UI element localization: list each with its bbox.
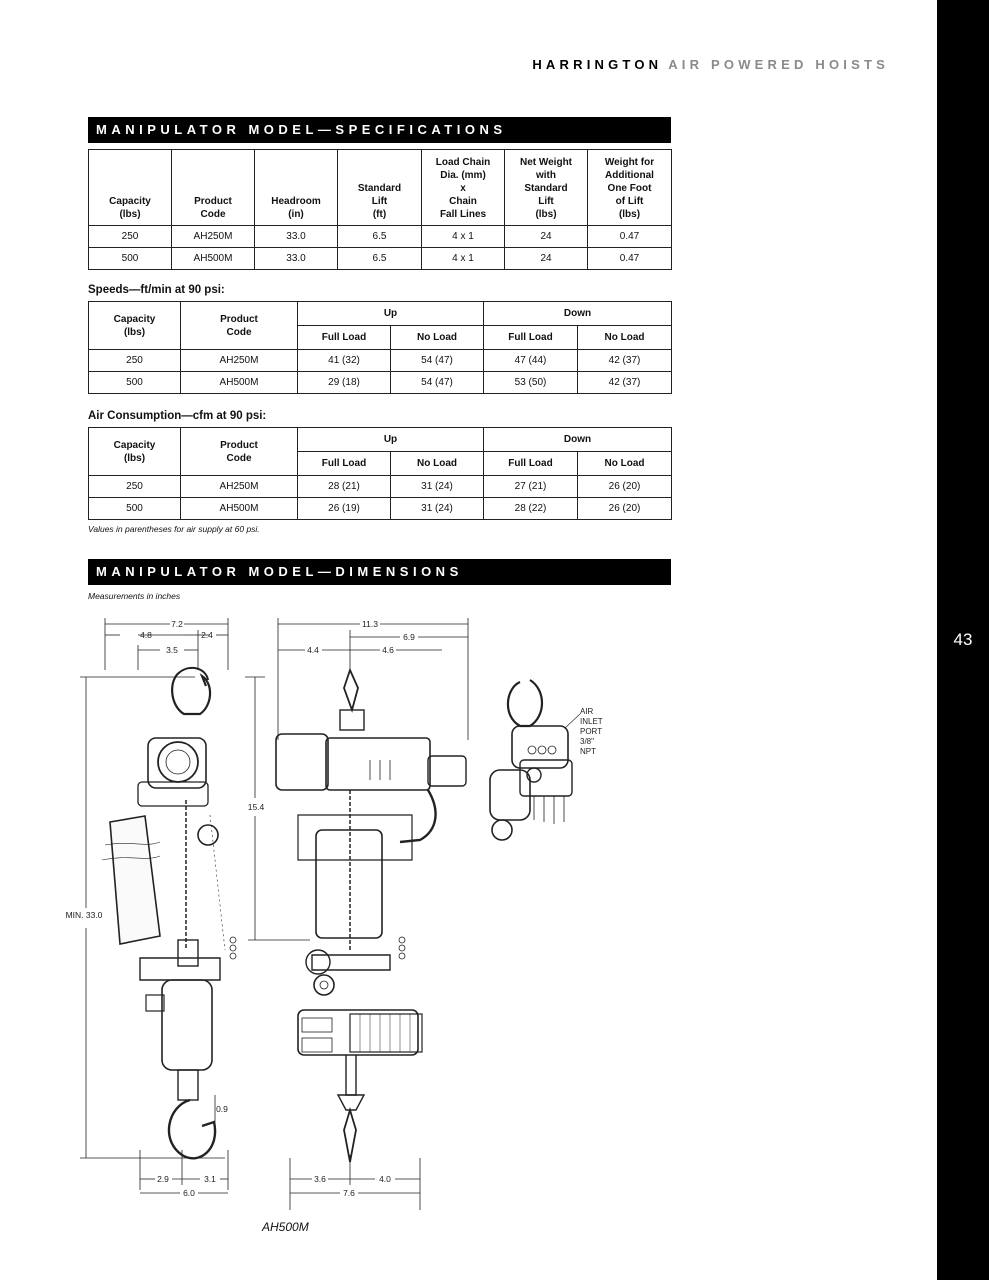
table-cell: 28 (22) [484,498,578,520]
table-cell: 54 (47) [391,372,484,394]
table-cell: AH500M [181,498,298,520]
measurements-note: Measurements in inches [88,591,181,601]
air-up-header: Up [298,428,484,452]
air-inlet-line-4: 3/8" [580,737,594,746]
table-cell: 26 (20) [578,498,672,520]
air-inlet-line-1: AIR [580,707,594,716]
load-subheader: No Load [578,326,672,350]
spec-col-header: Standard Lift (ft) [338,150,422,226]
table-cell: 500 [89,498,181,520]
spec-col-header: Capacity (lbs) [89,150,172,226]
table-cell: 500 [89,372,181,394]
table-cell: AH250M [181,476,298,498]
load-subheader: Full Load [484,452,578,476]
air-inlet-line-2: INLET [580,717,603,726]
dim-4-0: 4.0 [379,1174,391,1184]
dim-3-6: 3.6 [314,1174,326,1184]
table-cell: 4 x 1 [422,248,505,270]
table-cell: 6.5 [338,248,422,270]
dim-15-4: 15.4 [247,802,265,812]
specifications-heading: MANIPULATOR MODEL—SPECIFICATIONS [88,117,671,143]
table-cell: 0.47 [588,248,672,270]
hoist-dimension-drawing [50,610,650,1210]
air-code-header: Product Code [181,428,298,476]
air-capacity-header: Capacity (lbs) [89,428,181,476]
table-cell: 53 (50) [484,372,578,394]
spec-col-header: Load Chain Dia. (mm) x Chain Fall Lines [422,150,505,226]
brand-name: HARRINGTON [532,57,663,72]
table-cell: 33.0 [255,248,338,270]
load-subheader: Full Load [298,452,391,476]
table-cell: 54 (47) [391,350,484,372]
dim-3-5: 3.5 [166,645,178,655]
table-cell: AH500M [181,372,298,394]
dim-min-33: MIN. 33.0 [65,910,103,920]
table-cell: 29 (18) [298,372,391,394]
dim-4-8: 4.8 [140,630,152,640]
table-cell: 26 (20) [578,476,672,498]
air-consumption-title: Air Consumption—cfm at 90 psi: [88,410,267,422]
table-cell: 250 [89,226,172,248]
table-cell: 31 (24) [391,476,484,498]
dim-6-0: 6.0 [183,1188,195,1198]
drawing-caption: AH500M [262,1220,309,1234]
table-cell: AH250M [172,226,255,248]
speeds-table [88,301,672,394]
load-subheader: No Load [391,326,484,350]
specifications-header-row [89,150,672,226]
speeds-capacity-header: Capacity (lbs) [89,302,181,350]
dim-6-9: 6.9 [403,632,415,642]
air-inlet-line-5: NPT [580,747,596,756]
spec-col-header: Weight for Additional One Foot of Lift (lbs) [588,150,672,226]
brand-product-line: AIR POWERED HOISTS [668,57,889,72]
table-row [89,498,672,520]
air-inlet-line-3: PORT [580,727,603,736]
speeds-down-header: Down [484,302,672,326]
speeds-body [89,350,672,394]
table-cell: 42 (37) [578,372,672,394]
table-cell: 47 (44) [484,350,578,372]
table-cell: 0.47 [588,226,672,248]
specifications-table [88,149,672,270]
dim-4-4: 4.4 [307,645,319,655]
table-cell: 28 (21) [298,476,391,498]
table-cell: 6.5 [338,226,422,248]
dim-2-4: 2.4 [201,630,213,640]
brand-header [532,57,889,72]
table-cell: 4 x 1 [422,226,505,248]
dim-7-6: 7.6 [343,1188,355,1198]
dim-2-9: 2.9 [157,1174,169,1184]
dim-3-1: 3.1 [204,1174,216,1184]
load-subheader: Full Load [298,326,391,350]
table-cell: 250 [89,350,181,372]
table-cell: 24 [505,248,588,270]
dimensions-heading: MANIPULATOR MODEL—DIMENSIONS [88,559,671,585]
speeds-title: Speeds—ft/min at 90 psi: [88,284,225,296]
speeds-up-header: Up [298,302,484,326]
load-subheader: No Load [391,452,484,476]
table-cell: 250 [89,476,181,498]
air-consumption-body [89,476,672,520]
table-row [89,248,672,270]
dim-0-9: 0.9 [216,1104,228,1114]
table-cell: AH250M [181,350,298,372]
load-subheader: No Load [578,452,672,476]
air-pressure-note: Values in parentheses for air supply at 60 psi. [88,524,260,534]
air-consumption-table [88,427,672,520]
speeds-code-header: Product Code [181,302,298,350]
table-row [89,350,672,372]
table-row [89,476,672,498]
table-cell: 500 [89,248,172,270]
table-row [89,226,672,248]
specifications-body [89,226,672,270]
spec-col-header: Product Code [172,150,255,226]
table-cell: 33.0 [255,226,338,248]
table-cell: 41 (32) [298,350,391,372]
table-cell: 31 (24) [391,498,484,520]
page-number: 43 [953,630,973,649]
table-cell: 42 (37) [578,350,672,372]
table-cell: 24 [505,226,588,248]
table-cell: 27 (21) [484,476,578,498]
table-cell: AH500M [172,248,255,270]
spec-col-header: Net Weight with Standard Lift (lbs) [505,150,588,226]
dim-4-6: 4.6 [382,645,394,655]
table-row [89,372,672,394]
dim-11-3: 11.3 [362,619,378,629]
air-down-header: Down [484,428,672,452]
table-cell: 26 (19) [298,498,391,520]
dim-7-2: 7.2 [171,619,183,629]
load-subheader: Full Load [484,326,578,350]
spec-col-header: Headroom (in) [255,150,338,226]
